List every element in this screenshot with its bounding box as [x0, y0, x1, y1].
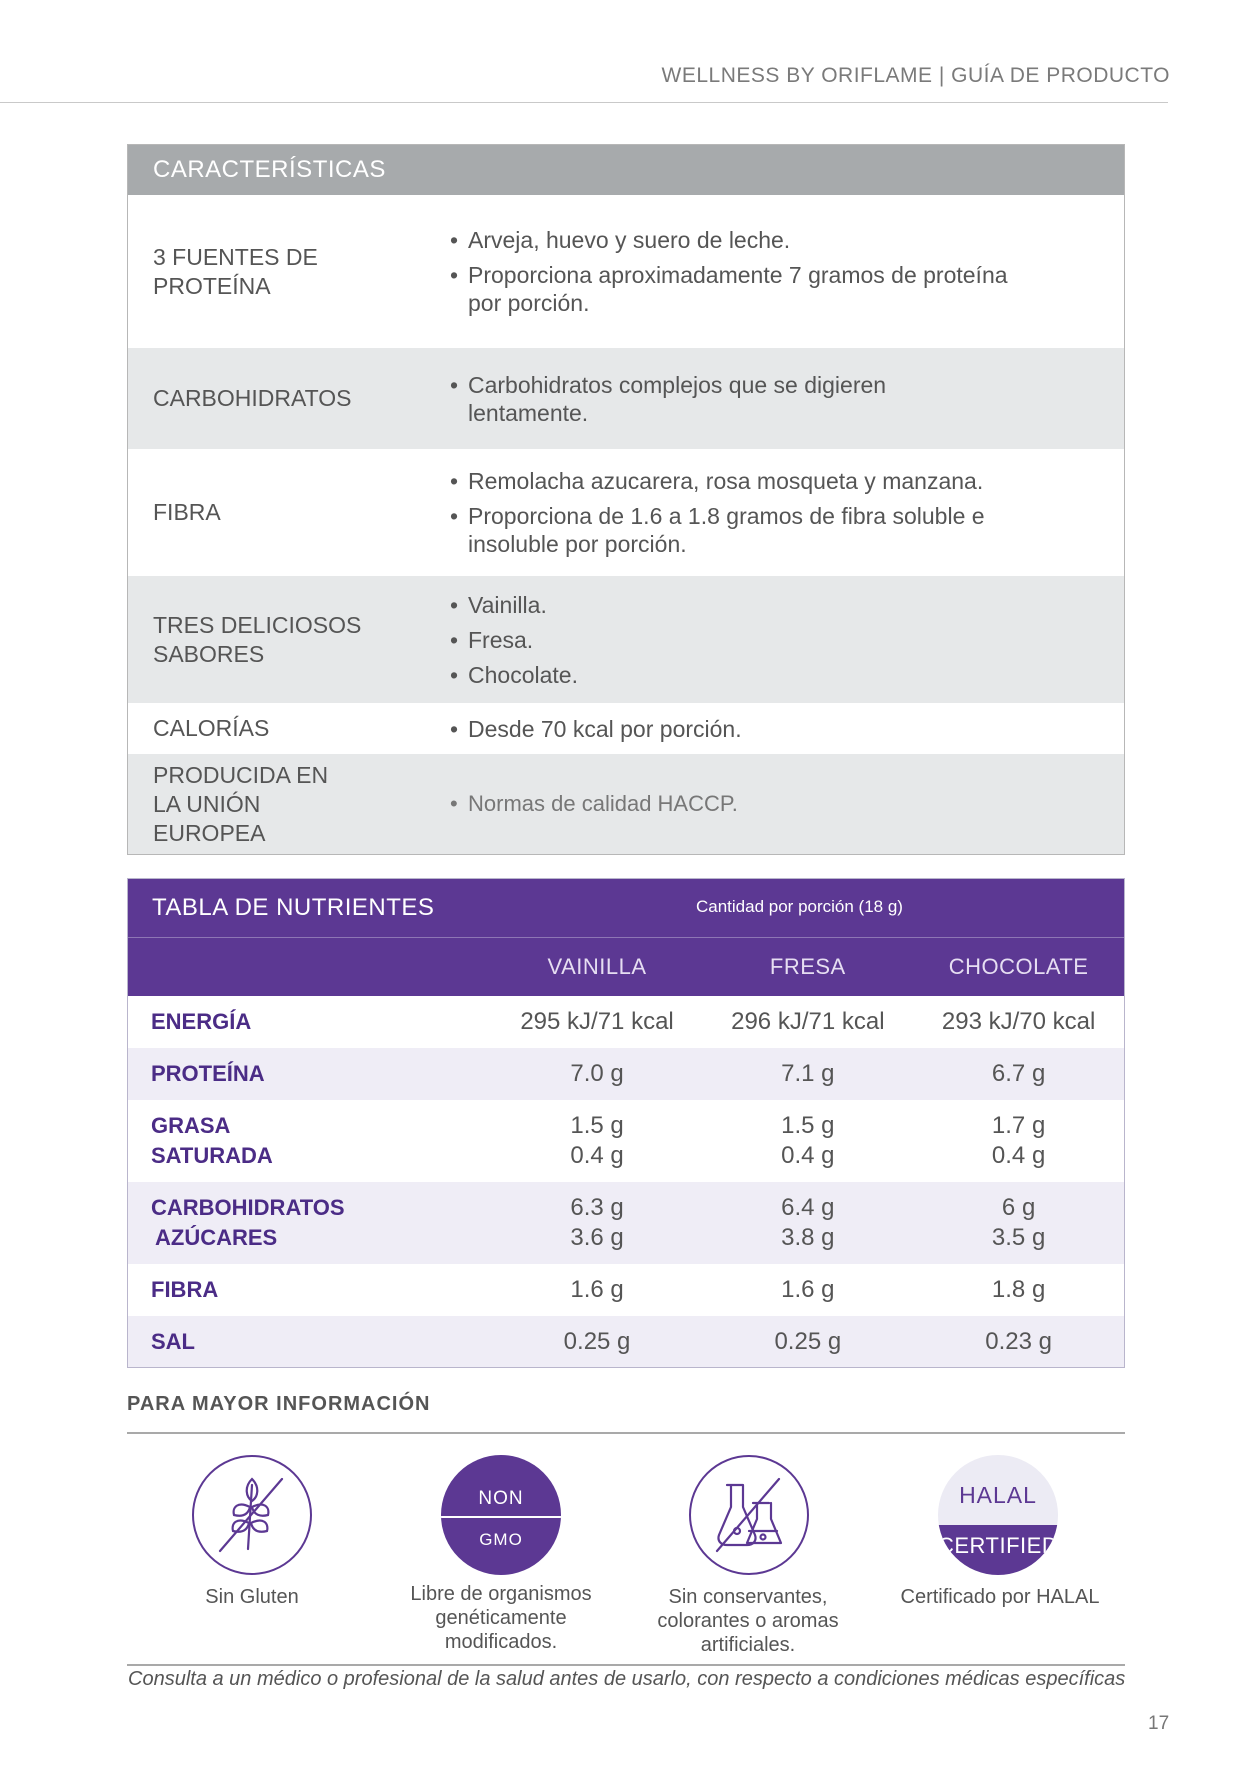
- features-row: [128, 576, 1124, 703]
- nutrient-value: 296 kJ/71 kcal: [731, 1008, 885, 1035]
- more-info-title: PARA MAYOR INFORMACIÓN: [127, 1393, 431, 1415]
- nutrient-value: 295 kJ/71 kcal: [520, 1008, 674, 1035]
- nutrients-table: [127, 878, 1125, 1368]
- features-table: [127, 144, 1125, 855]
- nutrient-row: [128, 1264, 1124, 1316]
- features-row-item: • Vainilla.: [450, 591, 1124, 619]
- features-row-item: • Arveja, huevo y suero de leche.: [450, 226, 1124, 254]
- nutrient-sublabel: SATURADA: [151, 1143, 273, 1168]
- features-row: [128, 195, 1124, 348]
- page-number: 17: [1148, 1713, 1170, 1734]
- nutrient-sublabel: AZÚCARES: [155, 1225, 278, 1250]
- features-row-item: • Desde 70 kcal por porción.: [450, 715, 1124, 743]
- nutrient-label: PROTEÍNA: [151, 1061, 265, 1086]
- features-row-label: TRES DELICIOSOS SABORES: [153, 611, 362, 667]
- badge-caption: Sin conservantes, colorantes o aromas artificiales.: [657, 1586, 839, 1656]
- column-header-chocolate: CHOCOLATE: [948, 954, 1089, 979]
- features-row: [128, 348, 1124, 449]
- nutrient-value: 6.4 g: [781, 1194, 835, 1221]
- badge-caption: Certificado por HALAL: [900, 1586, 1100, 1608]
- nutrient-value: 1.7 g: [991, 1112, 1046, 1139]
- nutrient-value: 1.8 g: [991, 1276, 1046, 1303]
- features-row-item: • Remolacha azucarera, rosa mosqueta y manzana.: [450, 467, 1124, 495]
- nutrient-subvalue: 0.4 g: [781, 1142, 835, 1169]
- nutrient-value: 7.1 g: [781, 1060, 835, 1087]
- nutrient-value: 1.5 g: [781, 1112, 835, 1139]
- features-row: [128, 449, 1124, 576]
- nutrient-value: 1.5 g: [570, 1112, 624, 1139]
- medical-disclaimer: Consulta a un médico o profesional de la salud antes de usarlo, con respecto a condiciones médicas específicas: [128, 1668, 1126, 1690]
- nutrient-value: 1.6 g: [570, 1276, 624, 1303]
- features-row-label: CARBOHIDRATOS: [153, 385, 352, 411]
- nutrient-row: [128, 1048, 1124, 1100]
- features-row: [128, 703, 1124, 754]
- features-title: CARACTERÍSTICAS: [128, 145, 1124, 195]
- nutrient-subvalue: 3.8 g: [781, 1224, 835, 1251]
- more-info-divider-bottom: [127, 1664, 1125, 1666]
- page-header-title: WELLNESS BY ORIFLAME | GUÍA DE PRODUCTO: [661, 64, 1170, 87]
- nutrient-label: GRASA: [151, 1113, 231, 1138]
- nutrients-column-headers: [128, 938, 1124, 996]
- nutrient-subvalue: 0.4 g: [570, 1142, 624, 1169]
- badge-caption: Libre de organismos genéticamente modificados.: [410, 1583, 592, 1653]
- halal-icon: [938, 1455, 1058, 1575]
- header-divider: [0, 102, 1168, 103]
- features-row-label: PRODUCIDA EN LA UNIÓN EUROPEA: [153, 761, 329, 846]
- halal-bottom-text: CERTIFIED: [938, 1533, 1058, 1558]
- features-row-item: • Normas de calidad HACCP.: [450, 790, 1124, 818]
- nutrient-value: 0.25 g: [563, 1327, 631, 1355]
- nutrient-label: CARBOHIDRATOS: [151, 1195, 345, 1220]
- features-row-label: 3 FUENTES DE PROTEÍNA: [153, 243, 318, 299]
- nutrient-label: FIBRA: [151, 1277, 219, 1302]
- nutrient-label: SAL: [151, 1328, 195, 1354]
- features-row-item: • Carbohidratos complejos que se digieren lentamente.: [450, 371, 948, 427]
- features-row: [128, 754, 1124, 854]
- nutrient-value: 293 kJ/70 kcal: [941, 1008, 1096, 1035]
- badge-caption: Sin Gluten: [205, 1586, 299, 1608]
- nutrient-row: [128, 996, 1124, 1048]
- nutrient-subvalue: 3.5 g: [991, 1224, 1046, 1251]
- features-row-item: • Proporciona aproximadamente 7 gramos de proteína por porción.: [450, 261, 1028, 317]
- features-row-item: • Proporciona de 1.6 a 1.8 gramos de fibra soluble e insoluble por porción.: [450, 502, 1008, 558]
- nutrient-value: 0.23 g: [985, 1327, 1052, 1355]
- non-gmo-bottom-text: GMO: [479, 1530, 523, 1549]
- nutrient-label: ENERGÍA: [151, 1009, 252, 1034]
- nutrient-value: 6.7 g: [991, 1060, 1046, 1087]
- nutrient-value: 0.25 g: [774, 1327, 842, 1355]
- nutrients-header: [128, 879, 1124, 938]
- serving-size: Cantidad por porción (18 g): [696, 897, 903, 916]
- nutrient-row: [128, 1182, 1124, 1264]
- features-row-label: FIBRA: [153, 499, 221, 525]
- column-header-strawberry: FRESA: [769, 954, 846, 979]
- nutrients-title: TABLA DE NUTRIENTES: [152, 894, 435, 921]
- nutrient-subvalue: 3.6 g: [570, 1224, 624, 1251]
- more-info-divider-top: [127, 1432, 1125, 1434]
- no-preservatives-icon: [689, 1455, 809, 1575]
- non-gmo-top-text: NON: [478, 1488, 524, 1509]
- features-row-item: • Fresa.: [450, 626, 1124, 654]
- features-row-item: • Chocolate.: [450, 661, 1124, 689]
- gluten-free-icon: [192, 1455, 312, 1575]
- halal-top-text: HALAL: [959, 1482, 1037, 1508]
- nutrient-row: [128, 1100, 1124, 1182]
- nutrient-value: 1.6 g: [781, 1276, 835, 1303]
- features-row-label: CALORÍAS: [153, 715, 270, 741]
- nutrient-row: [128, 1316, 1124, 1367]
- column-header-vanilla: VAINILLA: [547, 954, 647, 979]
- nutrient-subvalue: 0.4 g: [991, 1142, 1046, 1169]
- non-gmo-icon: [441, 1455, 561, 1575]
- nutrient-value: 7.0 g: [570, 1060, 624, 1087]
- nutrient-value: 6.3 g: [570, 1194, 624, 1221]
- nutrient-value: 6 g: [1001, 1194, 1036, 1221]
